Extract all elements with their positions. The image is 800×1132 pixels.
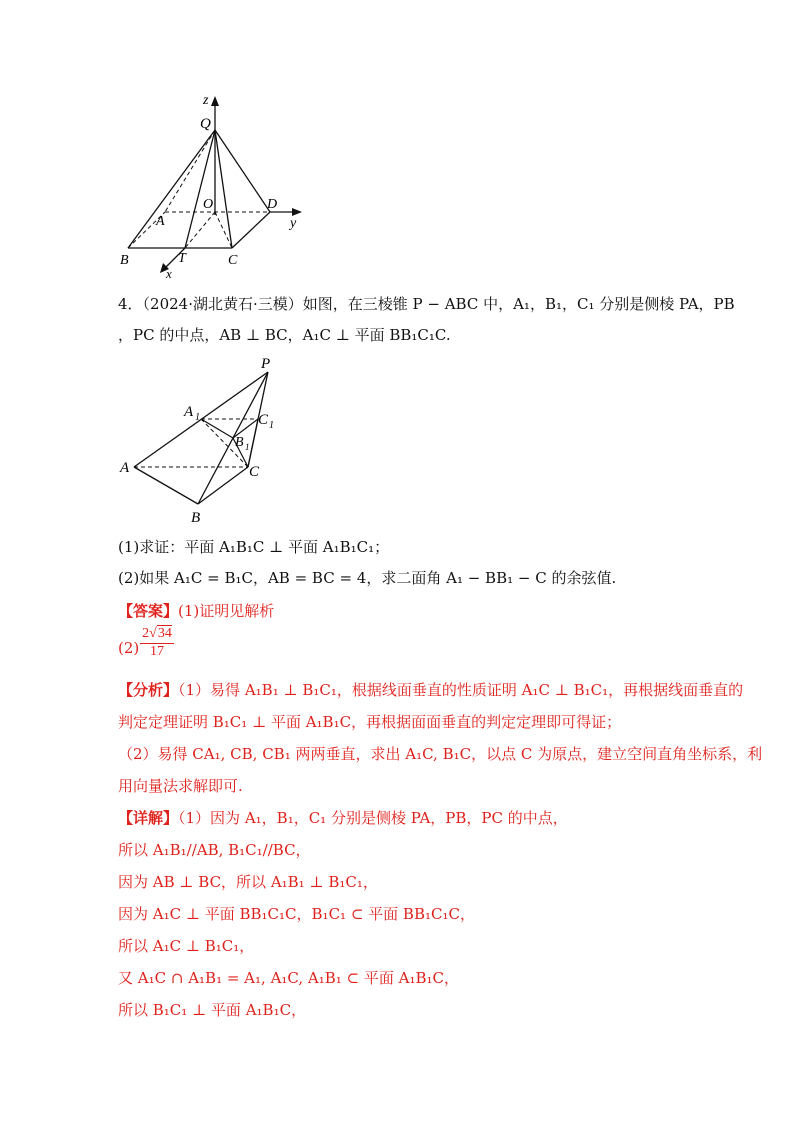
analysis-line-3: （2）易得 CA₁, CB, CB₁ 两两垂直，求出 A₁C, B₁C，以点 C 为原点，建立空间直角坐标系，利 [118, 745, 763, 763]
label-C: C [249, 464, 260, 480]
label-A1: A [184, 404, 194, 420]
solution-line-3: 因为 AB ⊥ BC，所以 A₁B₁ ⊥ B₁C₁， [118, 873, 378, 891]
problem-part-1: (1)求证：平面 A₁B₁C ⊥ 平面 A₁B₁C₁； [118, 538, 390, 556]
label-C1: C [258, 412, 269, 428]
label-A: A [156, 214, 165, 229]
analysis-tag: 【分析】 [118, 681, 179, 699]
problem-line-1: 4．（2024·湖北黄石·三模）如图，在三棱锥 P − ABC 中，A₁，B₁，C₁ 分别是侧棱 PA，PB [118, 295, 735, 313]
figure-pyramid-axes [110, 90, 310, 280]
solution-line-4: 因为 A₁C ⊥ 平面 BB₁C₁C，B₁C₁ ⊂ 平面 BB₁C₁C， [118, 905, 475, 923]
label-Q: Q [200, 116, 211, 132]
tetrahedron-svg [118, 352, 293, 530]
edge-CD [232, 212, 270, 248]
label-y: y [290, 216, 297, 231]
label-C1-sub: 1 [269, 420, 274, 431]
analysis-text-1: （1）易得 A₁B₁ ⊥ B₁C₁，根据线面垂直的性质证明 A₁C ⊥ B₁C₁，再根据线面垂直的 [178, 681, 744, 699]
edge-QD [215, 130, 270, 212]
figure-tetrahedron [118, 352, 293, 530]
numerator-coef: 2 [142, 626, 150, 641]
label-B1: B [235, 435, 244, 450]
label-O: O [203, 197, 214, 212]
edge-AB [134, 467, 198, 504]
solution-line-5: 所以 A₁C ⊥ B₁C₁， [118, 937, 255, 955]
edge-BC [198, 467, 248, 504]
answer-tag: 【答案】 [118, 602, 179, 620]
answer-part-2-prefix: (2) [118, 639, 140, 657]
label-A: A [120, 460, 130, 476]
solution-tag: 【详解】 [118, 809, 179, 827]
label-P: P [261, 356, 271, 372]
fraction-numerator: 2√34 [140, 626, 174, 644]
label-D: D [267, 197, 278, 212]
label-B: B [120, 253, 129, 268]
analysis-line-4: 用向量法求解即可. [118, 777, 243, 795]
answer-fraction [140, 626, 174, 660]
answer-part-1: (1)证明见解析 [178, 602, 275, 620]
y-axis-arrow [292, 208, 302, 216]
edge-QC [215, 130, 232, 248]
solution-line-7: 所以 B₁C₁ ⊥ 平面 A₁B₁C， [118, 1001, 307, 1019]
solution-text-1: （1）因为 A₁，B₁，C₁ 分别是侧棱 PA，PB，PC 的中点， [178, 809, 568, 827]
label-x: x [166, 266, 172, 280]
analysis-line-1 [118, 680, 743, 700]
edge-QB [128, 130, 215, 248]
label-A1-sub: 1 [195, 412, 200, 423]
z-axis-arrow [211, 96, 219, 106]
analysis-line-2: 判定定理证明 B₁C₁ ⊥ 平面 A₁B₁C，再根据面面垂直的判定定理即可得证； [118, 713, 622, 731]
problem-part-2: (2)如果 A₁C = B₁C，AB = BC = 4，求二面角 A₁ − BB₁ − C 的余弦值. [118, 569, 617, 587]
solution-line-6: 又 A₁C ∩ A₁B₁ = A₁, A₁C, A₁B₁ ⊂ 平面 A₁B₁C， [118, 969, 460, 987]
solution-line-2: 所以 A₁B₁//AB, B₁C₁//BC， [118, 841, 311, 859]
pyramid-axes-svg [110, 90, 310, 280]
label-z: z [203, 93, 209, 108]
numerator-radicand: 34 [157, 626, 172, 641]
solution-line-1 [118, 808, 568, 828]
label-C: C [228, 253, 238, 268]
label-T: T [178, 251, 186, 266]
label-B: B [191, 510, 201, 526]
label-B1-sub: 1 [245, 442, 250, 452]
answer-line-1 [118, 601, 274, 621]
fraction-denominator: 17 [150, 644, 164, 659]
problem-line-2: ，PC 的中点，AB ⊥ BC，A₁C ⊥ 平面 BB₁C₁C. [118, 326, 451, 344]
